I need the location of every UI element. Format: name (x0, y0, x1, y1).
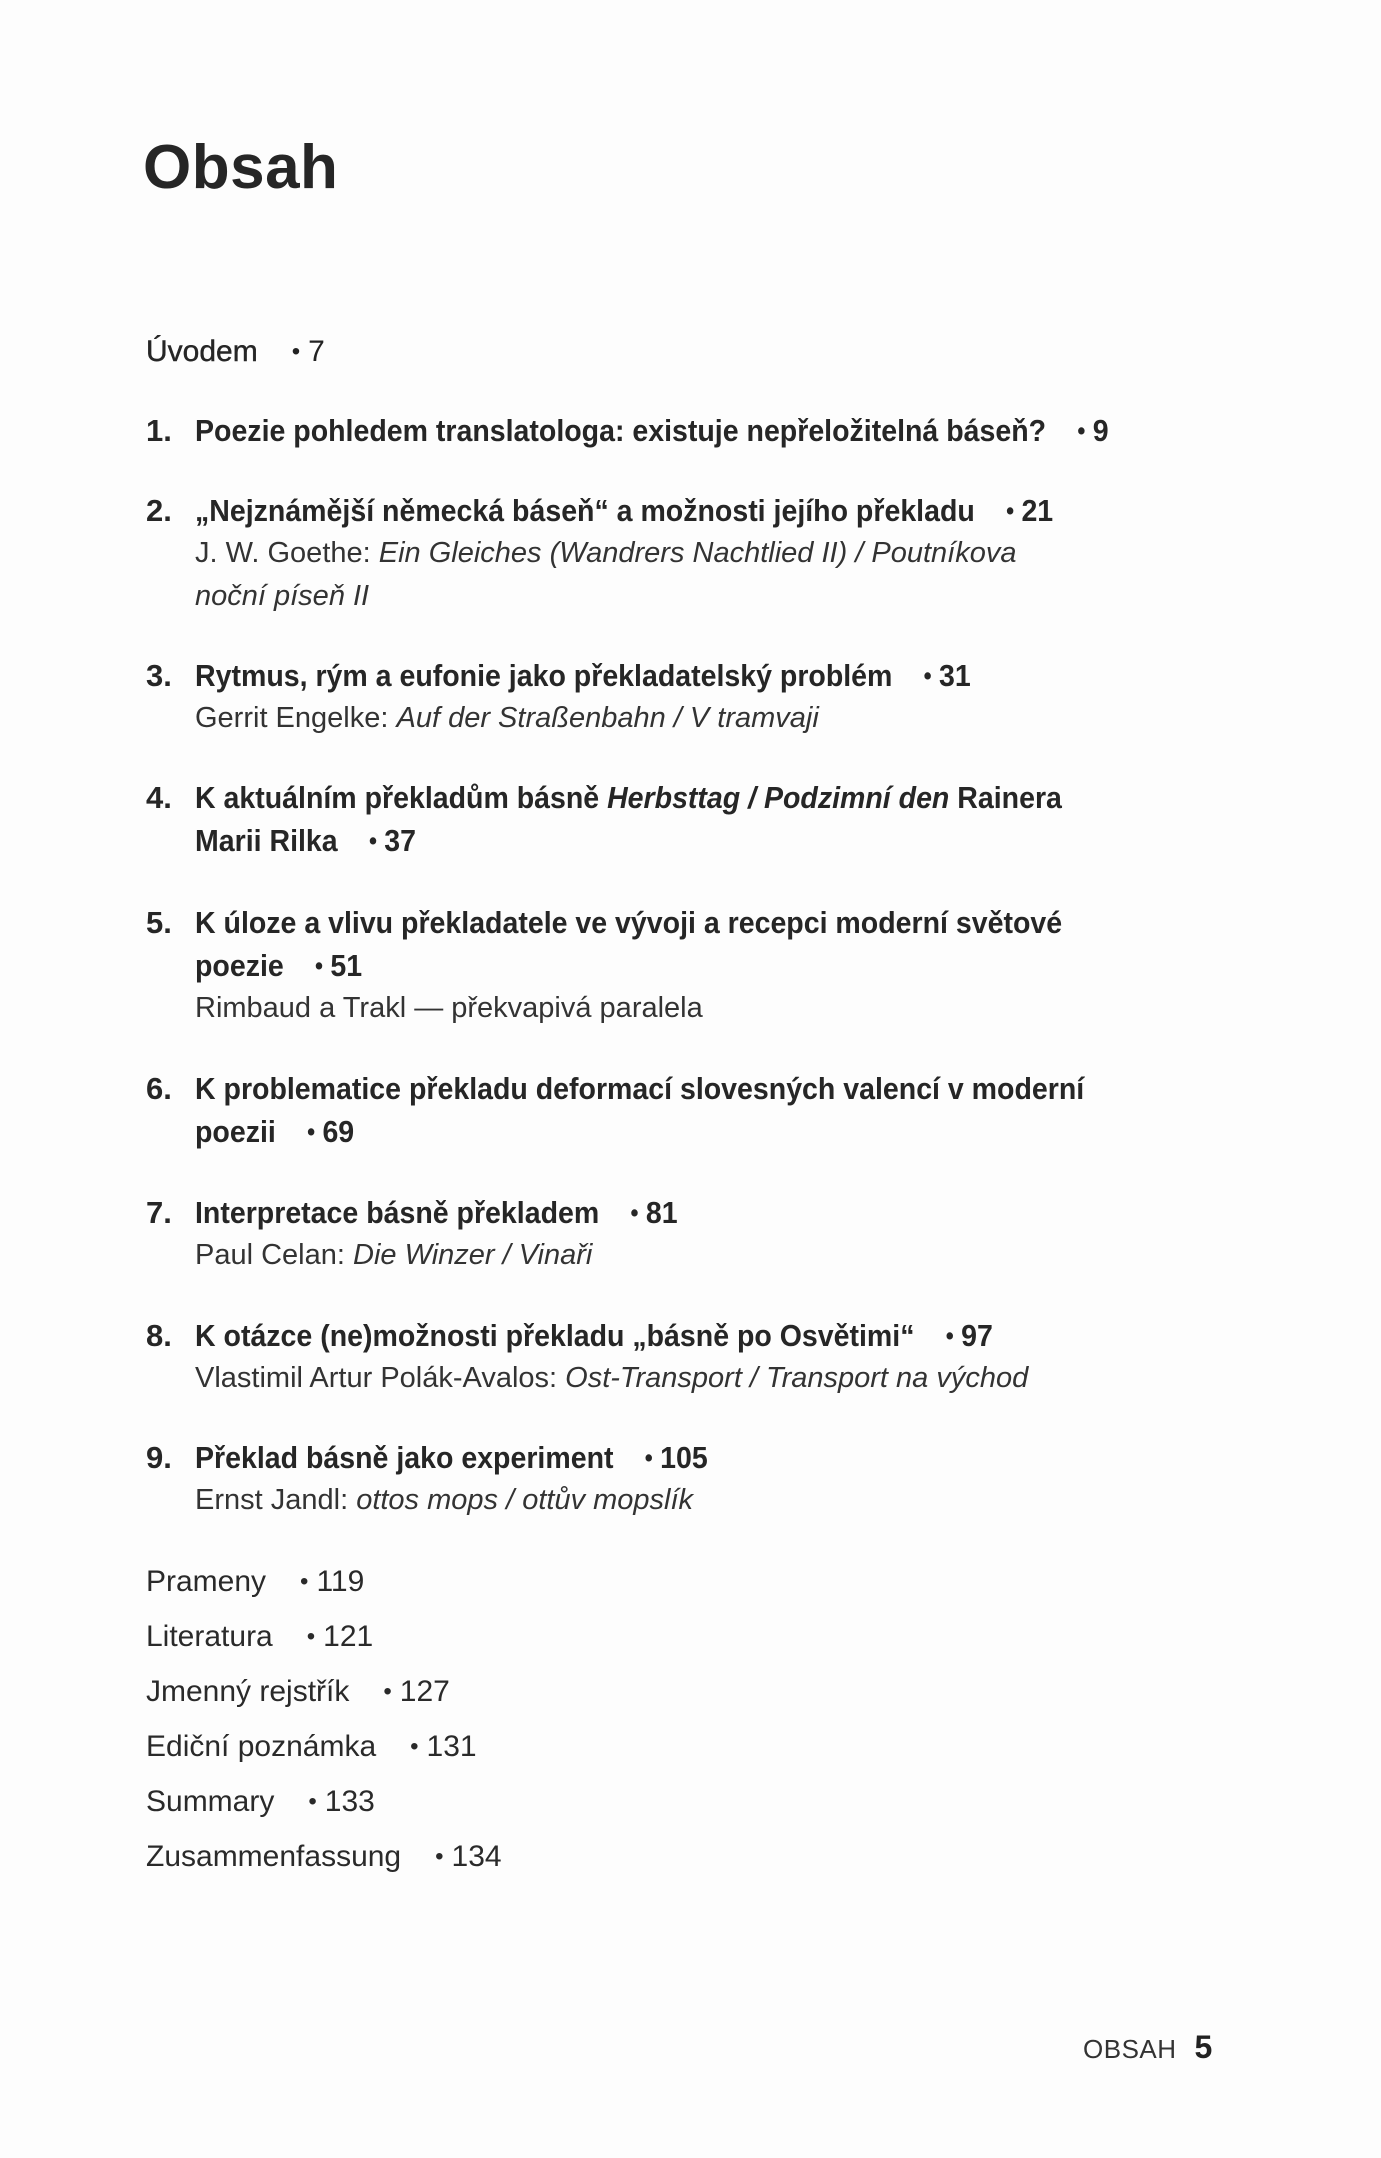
toc-entry-label: Jmenný rejstřík (146, 1675, 350, 1708)
toc-back-matter (146, 1554, 502, 1884)
page-number: 127 (399, 1675, 450, 1708)
page-number: 133 (324, 1785, 375, 1818)
bullet-icon: • (630, 1200, 639, 1227)
bullet-icon: • (945, 1323, 954, 1350)
page-ref (369, 823, 416, 858)
heading-text: Překlad básně jako experiment (195, 1440, 614, 1475)
chapter-heading-continued (195, 819, 1062, 862)
page-ref (308, 1785, 374, 1818)
bullet-icon: • (306, 1623, 316, 1650)
chapter-subtitle-continued (195, 575, 1128, 618)
chapter-number: 6. (146, 1071, 172, 1106)
chapter-heading (195, 901, 1062, 944)
page-ref (410, 1730, 476, 1763)
page-ref (435, 1840, 501, 1873)
toc-entry-label: Ediční poznámka (146, 1730, 377, 1763)
chapter-number: 4. (146, 780, 172, 815)
page-ref (924, 658, 971, 693)
toc-entry-summary[interactable] (146, 1774, 502, 1829)
toc-entry-label: Literatura (146, 1620, 273, 1653)
chapter-heading (195, 1191, 678, 1234)
toc-entry-edicni-poznamka[interactable] (146, 1719, 502, 1774)
heading-text: K aktuálním překladům básně (195, 780, 608, 815)
chapter-number: 5. (146, 905, 172, 940)
page-number: 9 (1092, 413, 1109, 448)
subtitle-work: ottos mops / ottův mopslík (356, 1484, 694, 1516)
page-ref (630, 1195, 677, 1230)
chapter-subtitle (195, 1357, 1062, 1400)
heading-text: Interpretace básně překladem (195, 1195, 600, 1230)
subtitle-work: Ein Gleiches (Wandrers Nachtlied II) / Poutníkova (378, 537, 1017, 569)
chapter-subtitle (195, 1479, 752, 1522)
toc-entry-label: Summary (146, 1785, 275, 1818)
page-number: 7 (308, 335, 325, 368)
subtitle-work: Auf der Straßenbahn / V tramvaji (396, 702, 819, 734)
bullet-icon: • (1077, 418, 1086, 445)
bullet-icon: • (435, 1843, 444, 1870)
page-number: 31 (939, 658, 971, 693)
chapter-heading (195, 409, 1109, 452)
heading-text: Poezie pohledem translatologa: existuje nepřeložitelná báseň? (195, 413, 1047, 448)
page-ref (315, 948, 362, 983)
bullet-icon: • (291, 338, 301, 365)
chapter-number: 7. (146, 1195, 172, 1230)
bullet-icon: • (923, 663, 932, 690)
subtitle-author: Ernst Jandl: (195, 1484, 357, 1516)
bullet-icon: • (644, 1445, 653, 1472)
subtitle-work: noční píseň II (195, 580, 370, 612)
bullet-icon: • (307, 1119, 316, 1146)
chapter-heading (195, 776, 1062, 819)
page-number: 21 (1021, 493, 1054, 528)
chapter-subtitle (195, 1234, 720, 1277)
bullet-icon: • (315, 953, 324, 980)
page-number: 69 (322, 1114, 355, 1149)
subtitle-author: Gerrit Engelke: (195, 702, 397, 734)
page-ref (300, 1565, 364, 1598)
subtitle-author: Paul Celan: (195, 1239, 353, 1271)
toc-entry-jmenny-rejstrik[interactable] (146, 1664, 502, 1719)
chapter-subtitle (195, 532, 1128, 575)
bullet-icon: • (300, 1568, 309, 1595)
page-number: 119 (316, 1565, 365, 1598)
chapter-heading (195, 489, 1053, 532)
subtitle-text: Rimbaud a Trakl — překvapivá paralela (195, 992, 703, 1024)
heading-text: K úloze a vlivu překladatele ve vývoji a recepci moderní světové (195, 905, 1063, 940)
folio-page-number: 5 (1194, 2029, 1213, 2065)
heading-text: poezie (195, 948, 284, 983)
subtitle-author: Vlastimil Artur Polák-Avalos: (195, 1362, 566, 1394)
toc-entry-literatura[interactable] (146, 1609, 502, 1664)
chapter-number: 8. (146, 1318, 172, 1353)
page-number: 121 (323, 1620, 374, 1653)
chapter-number: 2. (146, 493, 172, 528)
heading-text: Rainera (949, 780, 1062, 815)
bullet-icon: • (368, 828, 377, 855)
page-number: 97 (961, 1318, 993, 1353)
page-number: 105 (660, 1440, 708, 1475)
heading-text: K otázce (ne)možnosti překladu „básně po Osvětimi“ (195, 1318, 915, 1353)
heading-text: K problematice překladu deformací slovesných valencí v moderní (195, 1071, 1085, 1106)
chapter-heading-continued (195, 1110, 1084, 1153)
page-number: 134 (451, 1840, 502, 1873)
page-number: 131 (426, 1730, 477, 1763)
page-ref (383, 1675, 449, 1708)
toc-entry-intro[interactable] (146, 330, 325, 373)
toc-entry-label: Úvodem (146, 335, 258, 368)
chapter-heading (195, 1067, 1084, 1110)
chapter-subtitle (195, 987, 1138, 1030)
bullet-icon: • (308, 1788, 317, 1815)
heading-text: Rytmus, rým a eufonie jako překladatelský problém (195, 658, 893, 693)
chapter-heading (195, 1436, 708, 1479)
heading-work-title: Herbsttag / Podzimní den (607, 780, 950, 815)
heading-text: „Nejznámější německá báseň“ a možnosti jejího překladu (195, 493, 975, 528)
subtitle-work: Ost-Transport / Transport na východ (565, 1362, 1029, 1394)
subtitle-work: Die Winzer / Vinaři (353, 1239, 593, 1271)
page-ref (307, 1114, 354, 1149)
bullet-icon: • (383, 1678, 392, 1705)
chapter-subtitle (195, 697, 1038, 740)
toc-entry-zusammenfassung[interactable] (146, 1829, 502, 1884)
running-head: OBSAH (1083, 2034, 1177, 2064)
page-ref (645, 1440, 708, 1475)
toc-entry-label: Prameny (146, 1565, 267, 1598)
page-ref (1077, 413, 1108, 448)
chapter-number: 1. (146, 413, 172, 448)
page-footer (1083, 2031, 1212, 2063)
page-number: 81 (645, 1195, 678, 1230)
toc-entry-prameny[interactable] (146, 1554, 502, 1609)
heading-text: poezii (195, 1114, 276, 1149)
chapter-heading-continued (195, 944, 1062, 987)
chapter-heading (195, 1314, 993, 1357)
chapter-number: 9. (146, 1440, 172, 1475)
toc-entry-label: Zusammenfassung (146, 1840, 402, 1873)
page-number: 37 (384, 823, 417, 858)
bullet-icon: • (1006, 498, 1015, 525)
page-title: Obsah (143, 133, 339, 202)
heading-text: Marii Rilka (195, 823, 338, 858)
chapter-number: 3. (146, 658, 172, 693)
page-number: 51 (330, 948, 363, 983)
chapter-heading (195, 654, 971, 697)
page-ref (946, 1318, 993, 1353)
page-ref (307, 1620, 373, 1653)
bullet-icon: • (410, 1733, 419, 1760)
page-ref (292, 335, 325, 368)
page-ref (1006, 493, 1053, 528)
subtitle-author: J. W. Goethe: (195, 537, 379, 569)
